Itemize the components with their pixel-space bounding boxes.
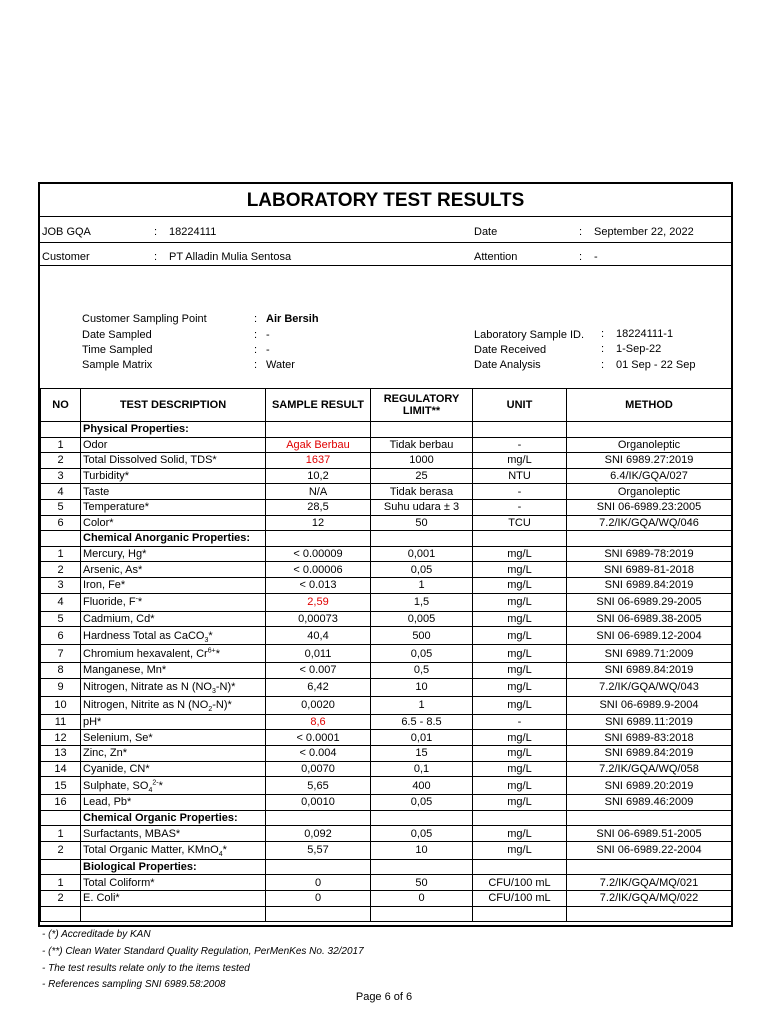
row-no: 2: [41, 841, 81, 859]
date-sampled-label: Date Sampled: [82, 329, 152, 341]
row-limit: 0,001: [371, 546, 473, 562]
row-method: SNI 6989.46:2009: [567, 795, 732, 811]
row-result: < 0.00009: [266, 546, 371, 562]
date-colon: :: [579, 226, 583, 238]
row-limit: 500: [371, 627, 473, 645]
row-no: 4: [41, 593, 81, 611]
col-unit: UNIT: [473, 389, 567, 422]
row-desc: pH*: [81, 714, 266, 730]
row-limit: 15: [371, 745, 473, 761]
row-result: 0: [266, 875, 371, 891]
date-sampled-value: -: [266, 329, 270, 341]
table-row: [41, 730, 732, 746]
row-no: 3: [41, 577, 81, 593]
table-row: [41, 714, 732, 730]
row-desc: Total Dissolved Solid, TDS*: [81, 453, 266, 469]
table-row: [41, 562, 732, 578]
row-limit: 0,05: [371, 795, 473, 811]
attention-value: -: [594, 251, 598, 263]
lab-sample-id-label: Laboratory Sample ID.: [474, 329, 585, 341]
footnote-3: - The test results relate only to the items tested: [42, 963, 250, 974]
row-unit: mg/L: [473, 562, 567, 578]
row-desc: Zinc, Zn*: [81, 745, 266, 761]
row-unit: mg/L: [473, 841, 567, 859]
row-result: 2,59: [266, 593, 371, 611]
table-row: [41, 546, 732, 562]
row-no: 6: [41, 515, 81, 531]
row-desc: Manganese, Mn*: [81, 663, 266, 679]
sample-matrix-label: Sample Matrix: [82, 359, 153, 371]
row-unit: mg/L: [473, 627, 567, 645]
row-limit: 0: [371, 891, 473, 907]
attention-colon: :: [579, 251, 583, 263]
row-limit: 400: [371, 777, 473, 795]
row-result: 5,57: [266, 841, 371, 859]
row-desc: Color*: [81, 515, 266, 531]
row-method: SNI 6989.71:2009: [567, 645, 732, 663]
row-limit: Tidak berasa: [371, 484, 473, 500]
row-method: 7.2/IK/GQA/WQ/058: [567, 761, 732, 777]
row-method: 7.2/IK/GQA/WQ/043: [567, 678, 732, 696]
row-desc: Turbidity*: [81, 468, 266, 484]
row-result: 0: [266, 891, 371, 907]
row-no: 12: [41, 730, 81, 746]
row-method: SNI 06-6989.29-2005: [567, 593, 732, 611]
row-limit: Suhu udara ± 3: [371, 499, 473, 515]
row-result: 8,6: [266, 714, 371, 730]
row-method: 6.4/IK/GQA/027: [567, 468, 732, 484]
page-number: Page 6 of 6: [355, 991, 413, 1003]
row-result: 0,0020: [266, 696, 371, 714]
time-sampled-label: Time Sampled: [82, 344, 153, 356]
date-received-value: 1-Sep-22: [616, 343, 662, 355]
table-row: [41, 515, 732, 531]
customer-label: Customer: [42, 251, 90, 263]
col-limit: REGULATORY LIMIT**: [371, 389, 473, 422]
row-desc: Iron, Fe*: [81, 577, 266, 593]
attention-label: Attention: [474, 251, 518, 263]
row-no: 13: [41, 745, 81, 761]
row-limit: 6.5 - 8.5: [371, 714, 473, 730]
row-result: 0,011: [266, 645, 371, 663]
row-no: 4: [41, 484, 81, 500]
row-method: SNI 6989.11:2019: [567, 714, 732, 730]
job-value: 18224111: [169, 226, 217, 238]
sampling-point-value: Air Bersih: [266, 313, 319, 325]
table-row: [41, 645, 732, 663]
table-row: [41, 696, 732, 714]
table-row: [41, 499, 732, 515]
row-no: 2: [41, 562, 81, 578]
section-row: [41, 422, 732, 438]
table-row: [41, 611, 732, 627]
row-unit: mg/L: [473, 795, 567, 811]
customer-value: PT Alladin Mulia Sentosa: [169, 251, 292, 263]
row-result: 28,5: [266, 499, 371, 515]
row-no: 8: [41, 663, 81, 679]
table-header-row: [41, 389, 732, 422]
row-no: 16: [41, 795, 81, 811]
row-unit: -: [473, 499, 567, 515]
section-row: [41, 810, 732, 826]
row-result: < 0.007: [266, 663, 371, 679]
table-row: [41, 777, 732, 795]
row-unit: -: [473, 714, 567, 730]
table-row: [41, 891, 732, 907]
row-no: 15: [41, 777, 81, 795]
row-no: 3: [41, 468, 81, 484]
row-result: 1637: [266, 453, 371, 469]
row-method: 7.2/IK/GQA/MQ/021: [567, 875, 732, 891]
row-desc: Surfactants, MBAS*: [81, 826, 266, 842]
row-method: SNI 6989.27:2019: [567, 453, 732, 469]
row-desc: Nitrogen, Nitrate as N $(NO_3-N)*$: [81, 678, 266, 696]
row-desc: Chromium hexavalent, $Cr^{6+}*$: [81, 645, 266, 663]
section-row: [41, 531, 732, 547]
row-limit: 0,5: [371, 663, 473, 679]
row-unit: mg/L: [473, 546, 567, 562]
row-limit: 0,01: [371, 730, 473, 746]
row-method: SNI 06-6989.51-2005: [567, 826, 732, 842]
row-no: 9: [41, 678, 81, 696]
row-unit: mg/L: [473, 761, 567, 777]
row-desc: Taste: [81, 484, 266, 500]
date-label: Date: [474, 226, 498, 238]
row-limit: 0,05: [371, 562, 473, 578]
row-result: 0,0070: [266, 761, 371, 777]
row-method: 7.2/IK/GQA/MQ/022: [567, 891, 732, 907]
row-limit: 50: [371, 875, 473, 891]
row-limit: 1: [371, 696, 473, 714]
table-row: [41, 761, 732, 777]
row-result: 12: [266, 515, 371, 531]
row-desc: E. Coli*: [81, 891, 266, 907]
row-unit: mg/L: [473, 611, 567, 627]
row-limit: 1,5: [371, 593, 473, 611]
section-heading: Physical Properties:: [81, 422, 266, 438]
row-no: 10: [41, 696, 81, 714]
col-desc: TEST DESCRIPTION: [81, 389, 266, 422]
row-limit: 50: [371, 515, 473, 531]
row-method: SNI 06-6989.9-2004: [567, 696, 732, 714]
row-no: 7: [41, 645, 81, 663]
row-no: 1: [41, 826, 81, 842]
col-result: SAMPLE RESULT: [266, 389, 371, 422]
date-analysis-value: 01 Sep - 22 Sep: [616, 359, 696, 371]
row-desc: Arsenic, As*: [81, 562, 266, 578]
row-result: 0,00073: [266, 611, 371, 627]
row-desc: Total Coliform*: [81, 875, 266, 891]
row-desc: Fluoride, F-*: [81, 593, 266, 611]
row-unit: mg/L: [473, 696, 567, 714]
row-limit: 25: [371, 468, 473, 484]
row-unit: mg/L: [473, 577, 567, 593]
section-heading: Biological Properties:: [81, 859, 266, 875]
customer-colon: :: [154, 251, 158, 263]
row-limit: 0,05: [371, 645, 473, 663]
row-desc: Mercury, Hg*: [81, 546, 266, 562]
row-method: SNI 6989.84:2019: [567, 745, 732, 761]
row-no: 2: [41, 453, 81, 469]
row-method: SNI 6989.84:2019: [567, 663, 732, 679]
row-result: 5,65: [266, 777, 371, 795]
table-row: [41, 826, 732, 842]
row-method: SNI 6989.20:2019: [567, 777, 732, 795]
section-row: [41, 859, 732, 875]
row-unit: mg/L: [473, 826, 567, 842]
row-result: 0,0010: [266, 795, 371, 811]
row-method: SNI 6989.84:2019: [567, 577, 732, 593]
table-row: [41, 745, 732, 761]
row-no: 1: [41, 437, 81, 453]
row-no: 14: [41, 761, 81, 777]
table-row: [41, 484, 732, 500]
row-limit: 0,05: [371, 826, 473, 842]
empty-row: [41, 906, 732, 922]
row-limit: 0,005: [371, 611, 473, 627]
row-desc: Odor: [81, 437, 266, 453]
table-row: [41, 627, 732, 645]
row-result: 10,2: [266, 468, 371, 484]
footnote-2: - (**) Clean Water Standard Quality Regulation, PerMenKes No. 32/2017: [42, 946, 364, 957]
row-result: 6,42: [266, 678, 371, 696]
date-received-label: Date Received: [474, 344, 547, 356]
row-result: < 0.004: [266, 745, 371, 761]
row-desc: Total Organic Matter, KMnO$_4$*: [81, 841, 266, 859]
row-method: SNI 6989-83:2018: [567, 730, 732, 746]
table-row: [41, 437, 732, 453]
table-row: [41, 453, 732, 469]
footnote-1: - (*) Accreditade by KAN: [42, 929, 151, 940]
table-row: [41, 795, 732, 811]
row-desc: Selenium, Se*: [81, 730, 266, 746]
row-result: < 0.013: [266, 577, 371, 593]
row-method: Organoleptic: [567, 437, 732, 453]
row-result: < 0.00006: [266, 562, 371, 578]
table-row: [41, 593, 732, 611]
row-unit: mg/L: [473, 730, 567, 746]
row-no: 1: [41, 546, 81, 562]
job-colon: :: [154, 226, 158, 238]
row-unit: mg/L: [473, 777, 567, 795]
row-unit: NTU: [473, 468, 567, 484]
row-desc: Nitrogen, Nitrite as N $(NO_2-N)*$: [81, 696, 266, 714]
row-unit: -: [473, 484, 567, 500]
row-no: 11: [41, 714, 81, 730]
col-no: NO: [41, 389, 81, 422]
sampling-point-label: Customer Sampling Point: [82, 313, 207, 325]
row-method: SNI 06-6989.22-2004: [567, 841, 732, 859]
row-desc: Temperature*: [81, 499, 266, 515]
row-desc: Sulphate, $SO_4^{2-}*$: [81, 777, 266, 795]
row-unit: CFU/100 mL: [473, 891, 567, 907]
sample-matrix-value: Water: [266, 359, 295, 371]
table-row: [41, 841, 732, 859]
row-unit: -: [473, 437, 567, 453]
table-row: [41, 577, 732, 593]
row-method: SNI 6989-81-2018: [567, 562, 732, 578]
results-table: [40, 388, 732, 922]
table-row: [41, 875, 732, 891]
table-row: [41, 663, 732, 679]
row-limit: Tidak berbau: [371, 437, 473, 453]
report-title: LABORATORY TEST RESULTS: [246, 190, 525, 211]
row-method: SNI 06-6989.23:2005: [567, 499, 732, 515]
row-desc: Lead, Pb*: [81, 795, 266, 811]
table-row: [41, 678, 732, 696]
row-desc: Hardness Total as CaCO$_3$*: [81, 627, 266, 645]
row-limit: 10: [371, 841, 473, 859]
footnote-4: - References sampling SNI 6989.58:2008: [42, 979, 226, 990]
section-heading: Chemical Organic Properties:: [81, 810, 266, 826]
row-unit: mg/L: [473, 453, 567, 469]
row-result: < 0.0001: [266, 730, 371, 746]
row-result: N/A: [266, 484, 371, 500]
row-method: 7.2/IK/GQA/WQ/046: [567, 515, 732, 531]
row-unit: TCU: [473, 515, 567, 531]
row-desc: Cadmium, Cd*: [81, 611, 266, 627]
row-unit: mg/L: [473, 645, 567, 663]
row-unit: CFU/100 mL: [473, 875, 567, 891]
row-method: Organoleptic: [567, 484, 732, 500]
row-unit: mg/L: [473, 678, 567, 696]
row-limit: 1000: [371, 453, 473, 469]
row-result: 40,4: [266, 627, 371, 645]
row-no: 5: [41, 499, 81, 515]
date-value: September 22, 2022: [594, 226, 694, 238]
lab-sample-id-value: 18224111-1: [616, 328, 674, 340]
row-no: 6: [41, 627, 81, 645]
row-limit: 1: [371, 577, 473, 593]
row-result: 0,092: [266, 826, 371, 842]
row-desc: Cyanide, CN*: [81, 761, 266, 777]
col-method: METHOD: [567, 389, 732, 422]
row-method: SNI 06-6989.38-2005: [567, 611, 732, 627]
row-no: 1: [41, 875, 81, 891]
row-limit: 0,1: [371, 761, 473, 777]
section-heading: Chemical Anorganic Properties:: [81, 531, 266, 547]
row-no: 5: [41, 611, 81, 627]
row-unit: mg/L: [473, 745, 567, 761]
row-result: Agak Berbau: [266, 437, 371, 453]
report-sheet: LABORATORY TEST RESULTS JOB GQA : 18224111 Date : September 22, 2022 Customer : PT Alladin Mulia Sentosa Attention : - Customer Sampling Point : Air Bersih Date Sampled : - Time Sampled : - Sample Matrix : Water Laboratory Sample ID. : 18224111-1 Date Received : 1-Sep-22 Date Analysis : 01 Sep - 22 Sep NO TEST DESCRIPTION SAMPLE RESULT REGULATORY LIMIT** UNIT METHOD Physical Properties: 1 Odor Agak Berbau Tidak berbau - Organoleptic 2 Total Dissolved Solid, TDS* 1637 1000 mg/L SNI 6989.27:2019 3 Turbidity* 10,2 25 NTU 6.4/IK/GQA/027 4 Taste N/A Tidak berasa - Organoleptic 5 Temperature* 28,5 Suhu udara ± 3 - SNI 06-6989.23:2005 6 Color* 12 50 TCU 7.2/IK/GQA/WQ/046 Chemical Anorganic Properties: 1 Mercury, Hg* < 0.00009 0,001 mg/L SNI 6989-78:2019 2 Arsenic, As* < 0.00006 0,05 mg/L SNI 6989-81-2018 3 Iron, Fe* < 0.013 1 mg/L SNI 6989.84:2019 4 Fluoride, F-* 2,59 1,5 mg/L SNI 06-6989.29-2005 5 Cadmium, Cd* 0,00073 0,005 mg/L SNI 06-6989.38-2005 6 Hardness Total as CaCO$_3$* 40,4 500 mg/L SNI 06-6989.12-2004 7 Chromium hexavalent, $Cr^{6+}*$ 0,011 0,05 mg/L SNI 6989.71:2009 8 Manganese, Mn* < 0.007 0,5 mg/L SNI 6989.84:2019 9 Nitrogen, Nitrate as N $(NO_3-N)*$ 6,42 10 mg/L 7.2/IK/GQA/WQ/043 10 Nitrogen, Nitrite as N $(NO_2-N)*$ 0,0020 1 mg/L SNI 06-6989.9-2004 11 pH* 8,6 6.5 - 8.5 - SNI 6989.11:2019 12 Selenium, Se* < 0.0001 0,01 mg/L SNI 6989-83:2018 13 Zinc, Zn* < 0.004 15 mg/L SNI 6989.84:2019 14 Cyanide, CN* 0,0070 0,1 mg/L 7.2/IK/GQA/WQ/058 15 Sulphate, $SO_4^{2-}*$ 5,65 400 mg/L SNI 6989.20:2019 16 Lead, Pb* 0,0010 0,05 mg/L SNI 6989.46:2009 Chemical Organic Properties: 1 Surfactants, MBAS* 0,092 0,05 mg/L SNI 06-6989.51-2005 2 Total Organic Matter, KMnO$_4$* 5,57 10 mg/L SNI 06-6989.22-2004 Biological Properties: 1 Total Coliform* 0 50 CFU/100 mL 7.2/IK/GQA/MQ/021 2 E. Coli* 0 0 CFU/100 mL 7.2/IK/GQA/MQ/022: [38, 182, 733, 927]
time-sampled-value: -: [266, 344, 270, 356]
row-method: SNI 6989-78:2019: [567, 546, 732, 562]
table-row: [41, 468, 732, 484]
row-no: 2: [41, 891, 81, 907]
date-analysis-label: Date Analysis: [474, 359, 541, 371]
row-method: SNI 06-6989.12-2004: [567, 627, 732, 645]
job-label: JOB GQA: [42, 226, 91, 238]
row-unit: mg/L: [473, 663, 567, 679]
row-unit: mg/L: [473, 593, 567, 611]
row-limit: 10: [371, 678, 473, 696]
